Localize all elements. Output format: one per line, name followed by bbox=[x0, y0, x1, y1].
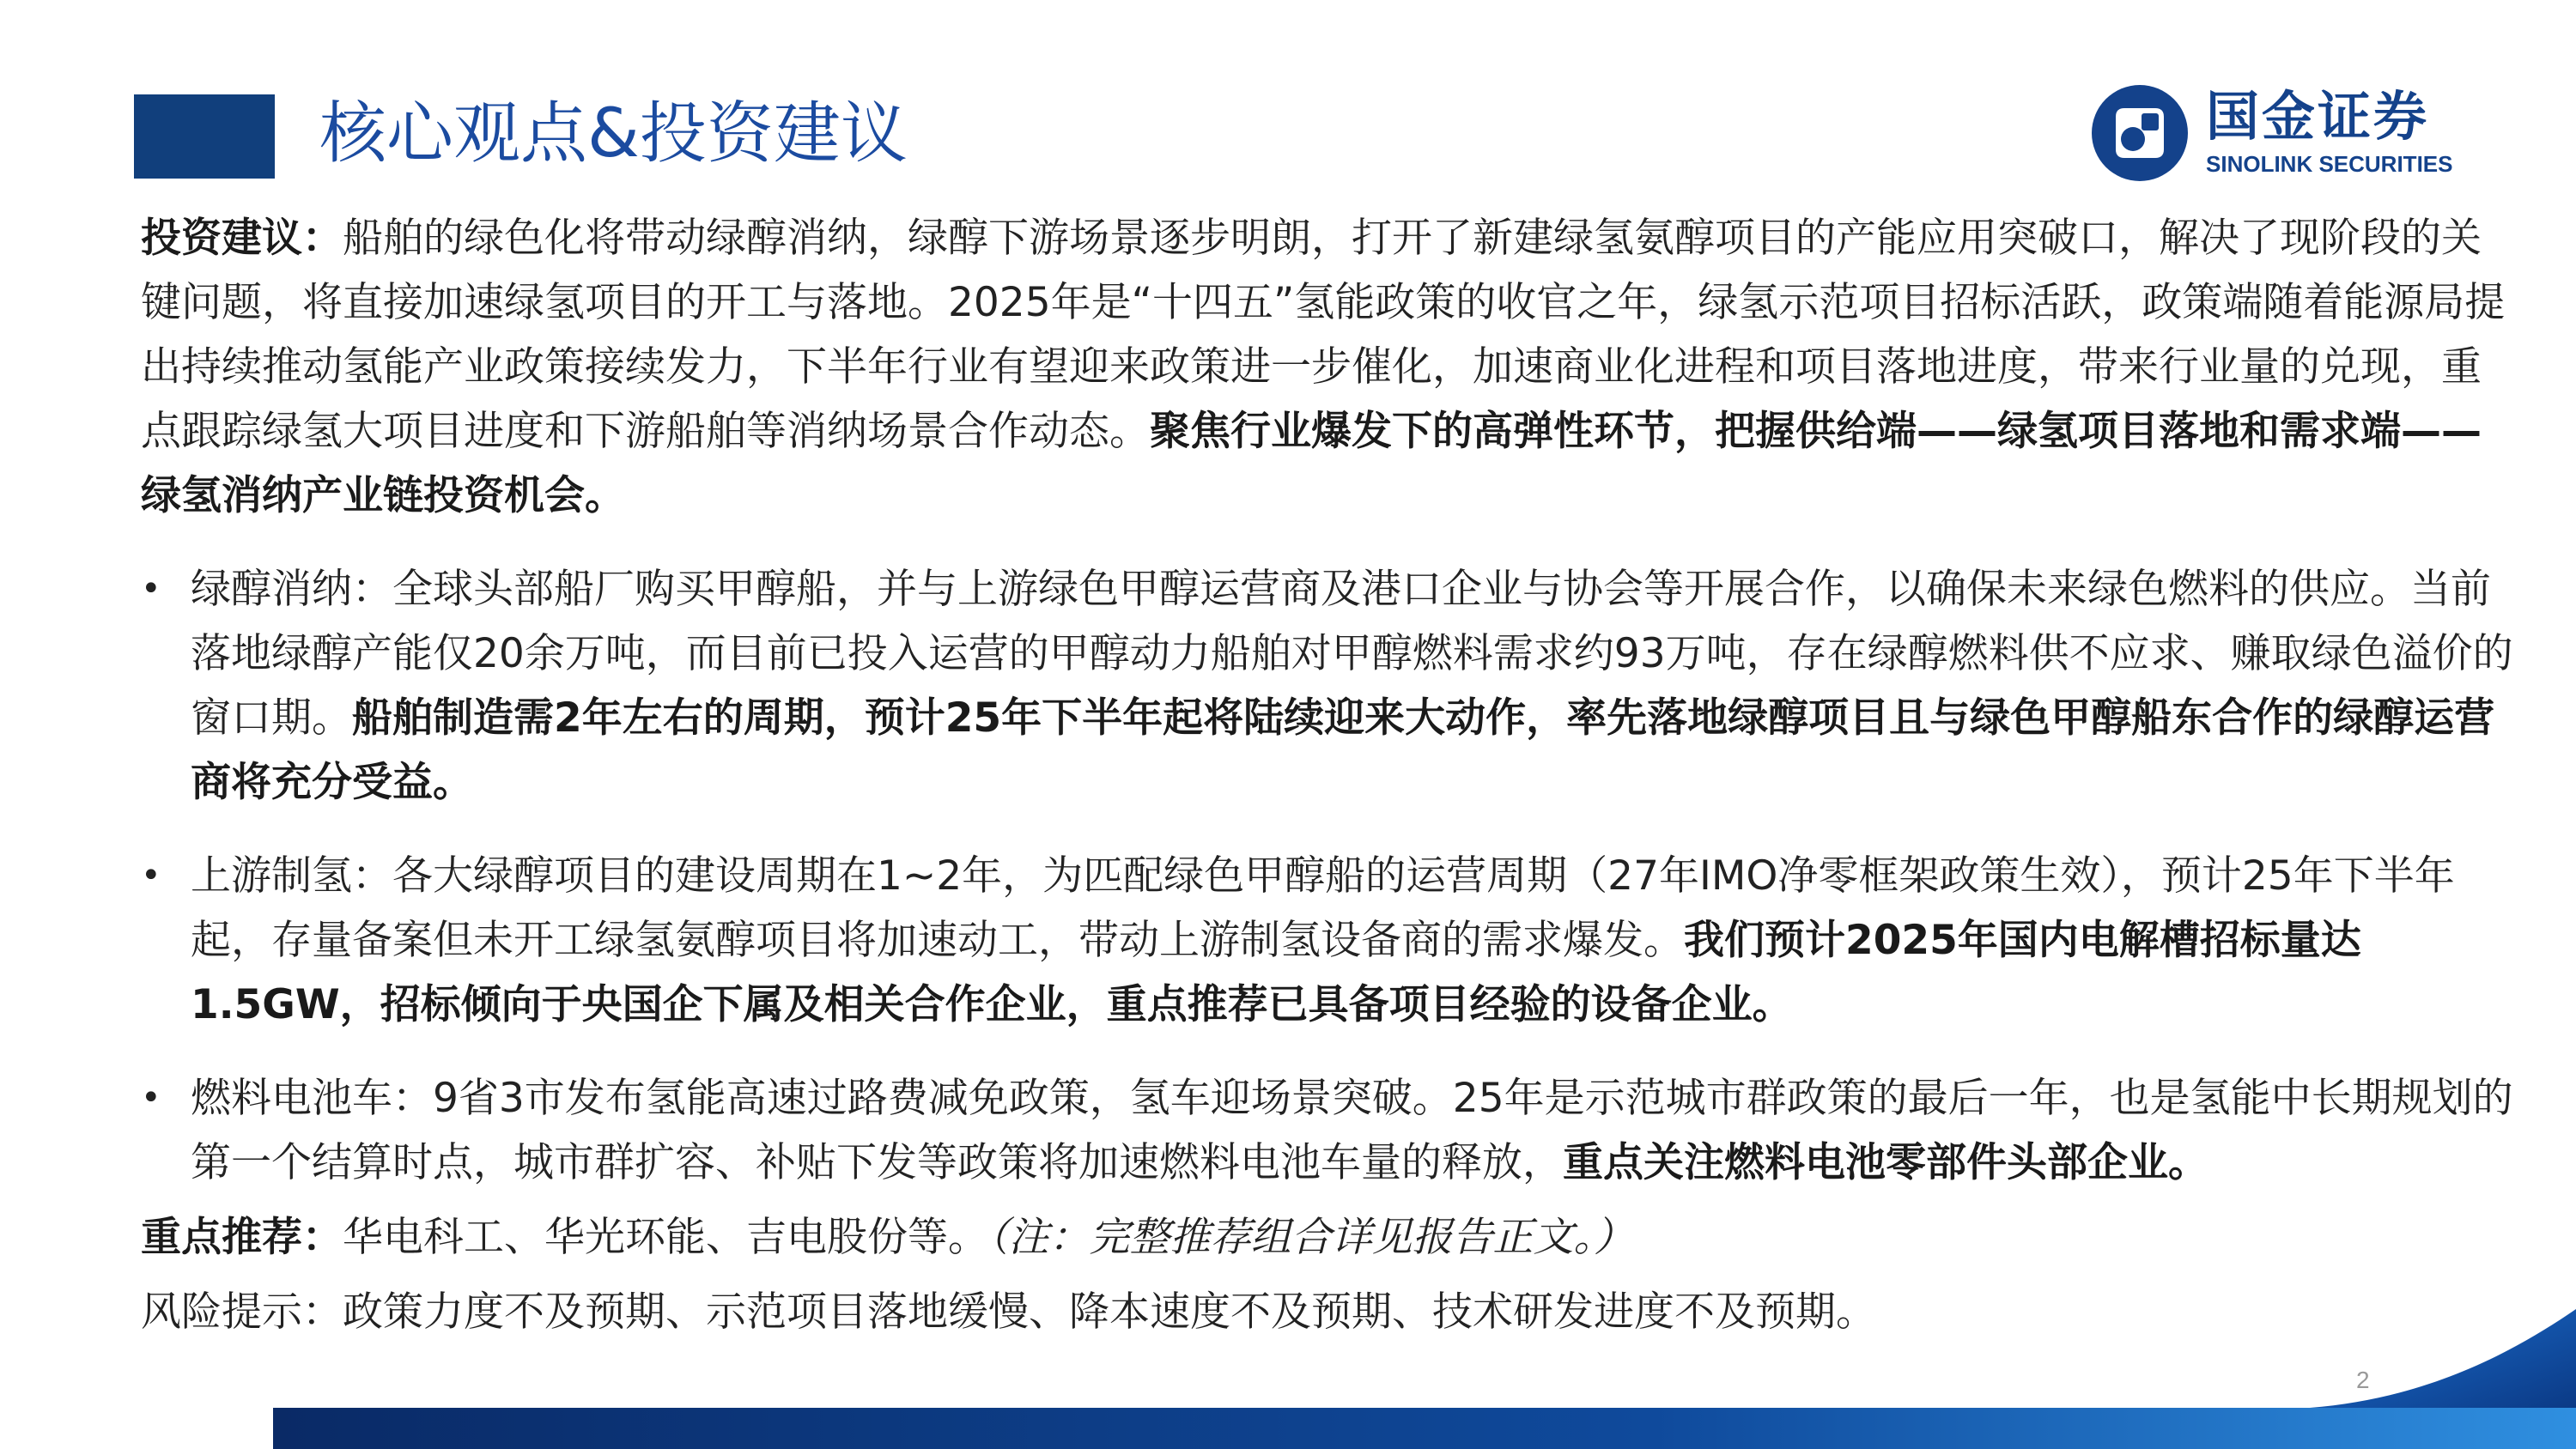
investment-text: 船舶的绿色化将带动绿醇消纳，绿醇下游场景逐步明朗，打开了新建绿氢氨醇项目的产能应用突破口，解决了现阶段的关键问题，将直接加速绿氢项目的开工与落地。2025年是“十四五”氢能政策的收官之年，绿氢示范项目招标活跃，政策端随着能源局提出持续推动氢能产业政策接续发力，下半年行业有望迎来政策进一步催化，加速商业化进程和项目落地进度，带来行业量的兑现，重点跟踪绿氢大项目进度和下游船舶等消纳场景合作动态。 bbox=[141, 215, 2506, 455]
recommend-note: （注：完整推荐组合详见报告正文。） bbox=[988, 1214, 1634, 1261]
logo-name-cn: 国金证券 bbox=[2206, 85, 2430, 148]
bullet-dot: • bbox=[141, 569, 161, 609]
bullet-bold: 重点关注燃料电池零部件头部企业。 bbox=[1563, 1139, 2208, 1186]
bullet-text: 燃料电池车：9省3市发布氢能高速过路费减免政策，氢车迎场景突破。25年是示范城市群政策的最后一年，也是氢能中长期规划的第一个结算时点，城市群扩容、补贴下发等政策将加速燃料电池车量的释放， bbox=[191, 1075, 2513, 1186]
page-number: 2 bbox=[2356, 1367, 2370, 1393]
bullet-dot: • bbox=[141, 856, 161, 895]
bullet-text: 绿醇消纳：全球头部船厂购买甲醇船，并与上游绿色甲醇运营商及港口企业与协会等开展合作，以确保未来绿色燃料的供应。当前落地绿醇产能仅20余万吨，而目前已投入运营的甲醇动力船舶对甲醇燃料需求约93万吨，存在绿醇燃料供不应求、赚取绿色溢价的窗口期。 bbox=[191, 566, 2513, 742]
recommend-label: 重点推荐： bbox=[141, 1214, 343, 1261]
logo-name-en: SINOLINK SECURITIES bbox=[2206, 151, 2453, 177]
bullet-dot: • bbox=[141, 1078, 161, 1118]
page-title: 核心观点&投资建议 bbox=[319, 95, 908, 173]
bullet-bold: 船舶制造需2年左右的周期，预计25年下半年起将陆续迎来大动作，率先落地绿醇项目且与绿色甲醇船东合作的绿醇运营商将充分受益。 bbox=[191, 694, 2495, 806]
bullet-text: 上游制氢：各大绿醇项目的建设周期在1~2年，为匹配绿色甲醇船的运营周期（27年IMO净零框架政策生效），预计25年下半年起，存量备案但未开工绿氢氨醇项目将加速动工，带动上游制氢设备商的需求爆发。 bbox=[191, 852, 2455, 964]
investment-label: 投资建议： bbox=[141, 215, 343, 262]
recommend-text: 华电科工、华光环能、吉电股份等。 bbox=[343, 1214, 988, 1261]
investment-bold: 聚焦行业爆发下的高弹性环节，把握供给端——绿氢项目落地和需求端——绿氢消纳产业链投资机会。 bbox=[141, 408, 2482, 519]
bullet-bold: 我们预计2025年国内电解槽招标量达1.5GW，招标倾向于央国企下属及相关合作企业，重点推荐已具备项目经验的设备企业。 bbox=[191, 917, 2361, 1028]
risk-paragraph: 风险提示：政策力度不及预期、示范项目落地缓慢、降本速度不及预期、技术研发进度不及预期。 bbox=[141, 1288, 1876, 1336]
